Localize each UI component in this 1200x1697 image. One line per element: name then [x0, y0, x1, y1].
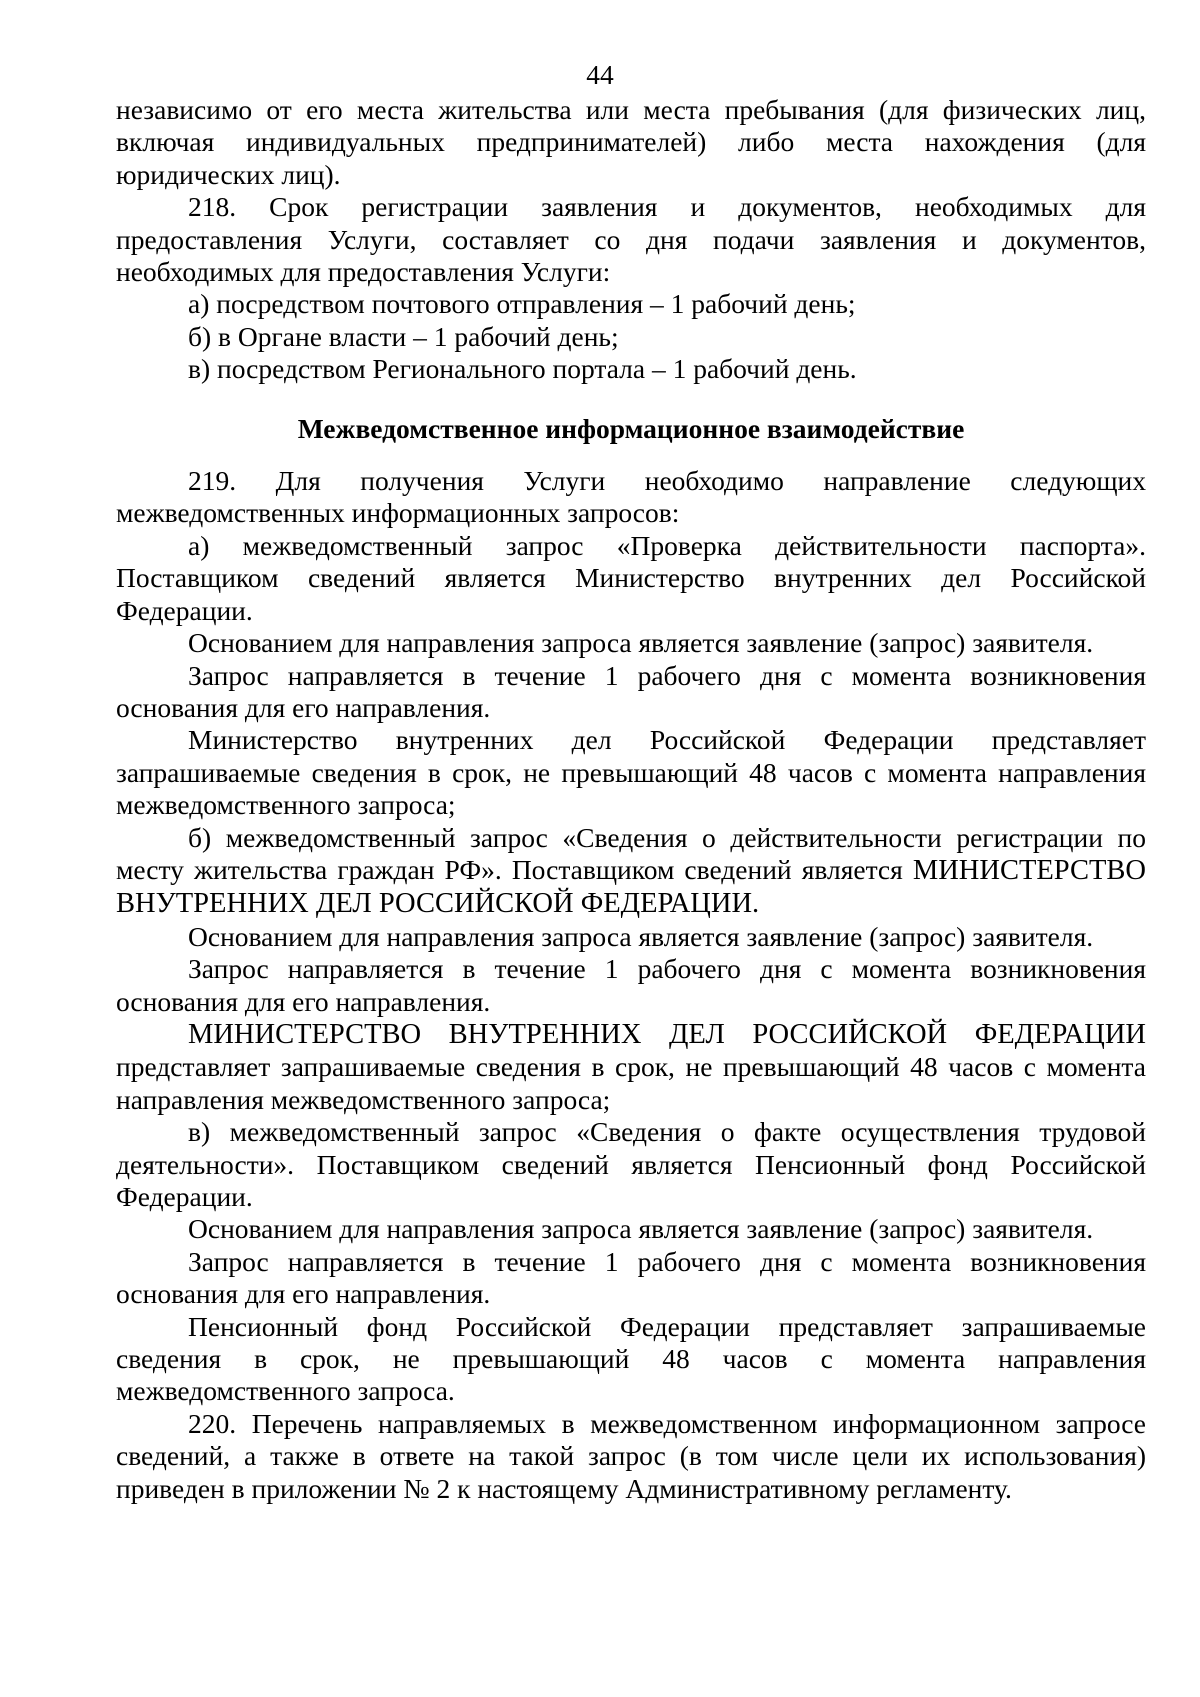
paragraph-219-a: а) межведомственный запрос «Проверка действительности паспорта». Поставщиком сведений является Министерство внутренних дел Российской Федерации. [116, 529, 1146, 626]
paragraph-217-continuation: независимо от его места жительства или места пребывания (для физических лиц, включая индивидуальных предпринимателей) либо места нахождения (для юридических лиц). [116, 94, 1146, 190]
paragraph-218-b: б) в Органе власти – 1 рабочий день; [188, 320, 619, 352]
paragraph-219-v-response: Пенсионный фонд Российской Федерации представляет запрашиваемые сведения в срок, не превышающий 48 часов с момента направления межведомственного запроса. [116, 1310, 1146, 1407]
paragraph-219: 219. Для получения Услуги необходимо направление следующих межведомственных информационных запросов: [116, 465, 1146, 529]
paragraph-219-a-term: Запрос направляется в течение 1 рабочего дня с момента возникновения основания для его направления. [116, 659, 1146, 723]
paragraph-219-v-basis: Основанием для направления запроса является заявление (запрос) заявителя. [188, 1213, 1094, 1245]
paragraph-219-v: в) межведомственный запрос «Сведения о факте осуществления трудовой деятельности». Поставщиком сведений является Пенсионный фонд Российской Федерации. [116, 1116, 1146, 1212]
paragraph-219-v-term: Запрос направляется в течение 1 рабочего дня с момента возникновения основания для его направления. [116, 1245, 1146, 1310]
paragraph-219-b-response [116, 1018, 1146, 1116]
paragraph-219-b-basis: Основанием для направления запроса является заявление (запрос) заявителя. [188, 920, 1094, 952]
paragraph-219-b-text: б) межведомственный запрос «Сведения о действительности регистрации по месту жительства граждан РФ». Поставщиком сведений является [116, 821, 1146, 885]
section-heading: Межведомственное информационное взаимодействие [297, 412, 965, 444]
paragraph-220: 220. Перечень направляемых в межведомственном информационном запросе сведений, а также в ответе на такой запрос (в том числе цели их использования) приведен в приложении № 2 к настоящему Административному регламенту. [116, 1407, 1146, 1504]
paragraph-219-b-response-text: представляет запрашиваемые сведения в срок, не превышающий 48 часов с момента направления межведомственного запроса; [116, 1051, 1146, 1115]
paragraph-219-b [116, 822, 1146, 921]
paragraph-218-a: а) посредством почтового отправления – 1 рабочий день; [188, 288, 856, 320]
paragraph-218: 218. Срок регистрации заявления и документов, необходимых для предоставления Услуги, составляет со дня подачи заявления и документов, необходимых для предоставления Услуги: [116, 191, 1146, 288]
paragraph-218-v: в) посредством Регионального портала – 1 рабочий день. [188, 353, 857, 385]
paragraph-219-a-response: Министерство внутренних дел Российской Федерации представляет запрашиваемые сведения в срок, не превышающий 48 часов с момента направления межведомственного запроса; [116, 724, 1146, 821]
paragraph-219-b-caps: МИНИСТЕРСТВО ВНУТРЕННИХ ДЕЛ РОССИЙСКОЙ ФЕДЕРАЦИИ. [116, 854, 1146, 920]
paragraph-219-b-response-caps: МИНИСТЕРСТВО ВНУТРЕННИХ ДЕЛ РОССИЙСКОЙ ФЕДЕРАЦИИ [188, 1018, 1146, 1050]
page-body [116, 94, 1146, 1505]
page-number: 44 [586, 59, 614, 90]
paragraph-219-a-basis: Основанием для направления запроса является заявление (запрос) заявителя. [188, 627, 1094, 659]
paragraph-219-b-term: Запрос направляется в течение 1 рабочего дня с момента возникновения основания для его направления. [116, 953, 1146, 1017]
